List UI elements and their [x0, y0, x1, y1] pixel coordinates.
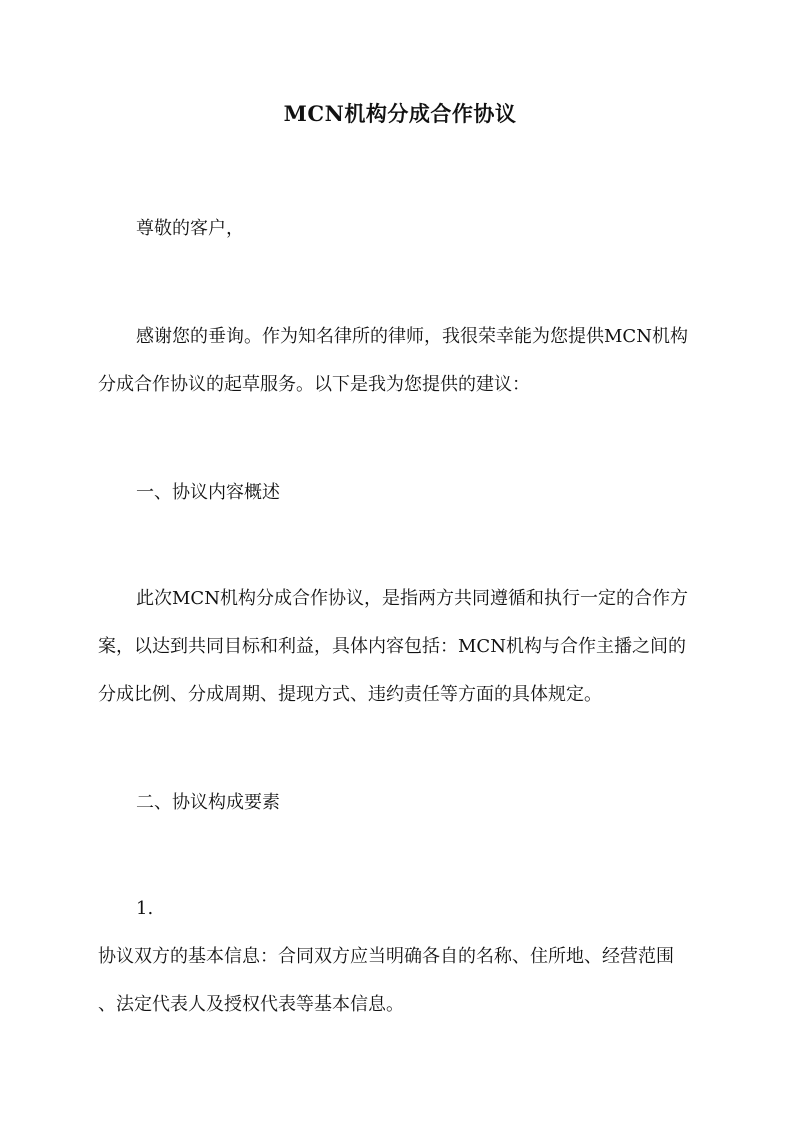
document-title: MCN机构分成合作协议 — [283, 101, 517, 126]
item-1-line-2: 、法定代表人及授权代表等基本信息。 — [98, 994, 404, 1015]
item-1-number: 1. — [136, 898, 154, 919]
section-1-line-2: 案，以达到共同目标和利益，具体内容包括：MCN机构与合作主播之间的 — [98, 636, 686, 657]
intro-line-2: 分成合作协议的起草服务。以下是我为您提供的建议： — [98, 374, 530, 395]
section-1-line-1: 此次MCN机构分成合作协议，是指两方共同遵循和执行一定的合作方 — [136, 588, 688, 609]
salutation: 尊敬的客户， — [136, 218, 244, 239]
item-1-line-1: 协议双方的基本信息：合同双方应当明确各自的名称、住所地、经营范围 — [98, 946, 674, 967]
intro-line-1: 感谢您的垂询。作为知名律所的律师，我很荣幸能为您提供MCN机构 — [136, 326, 688, 347]
section-1-line-3: 分成比例、分成周期、提现方式、违约责任等方面的具体规定。 — [98, 684, 602, 705]
section-2-heading: 二、协议构成要素 — [136, 792, 280, 813]
section-1-heading: 一、协议内容概述 — [136, 482, 280, 503]
